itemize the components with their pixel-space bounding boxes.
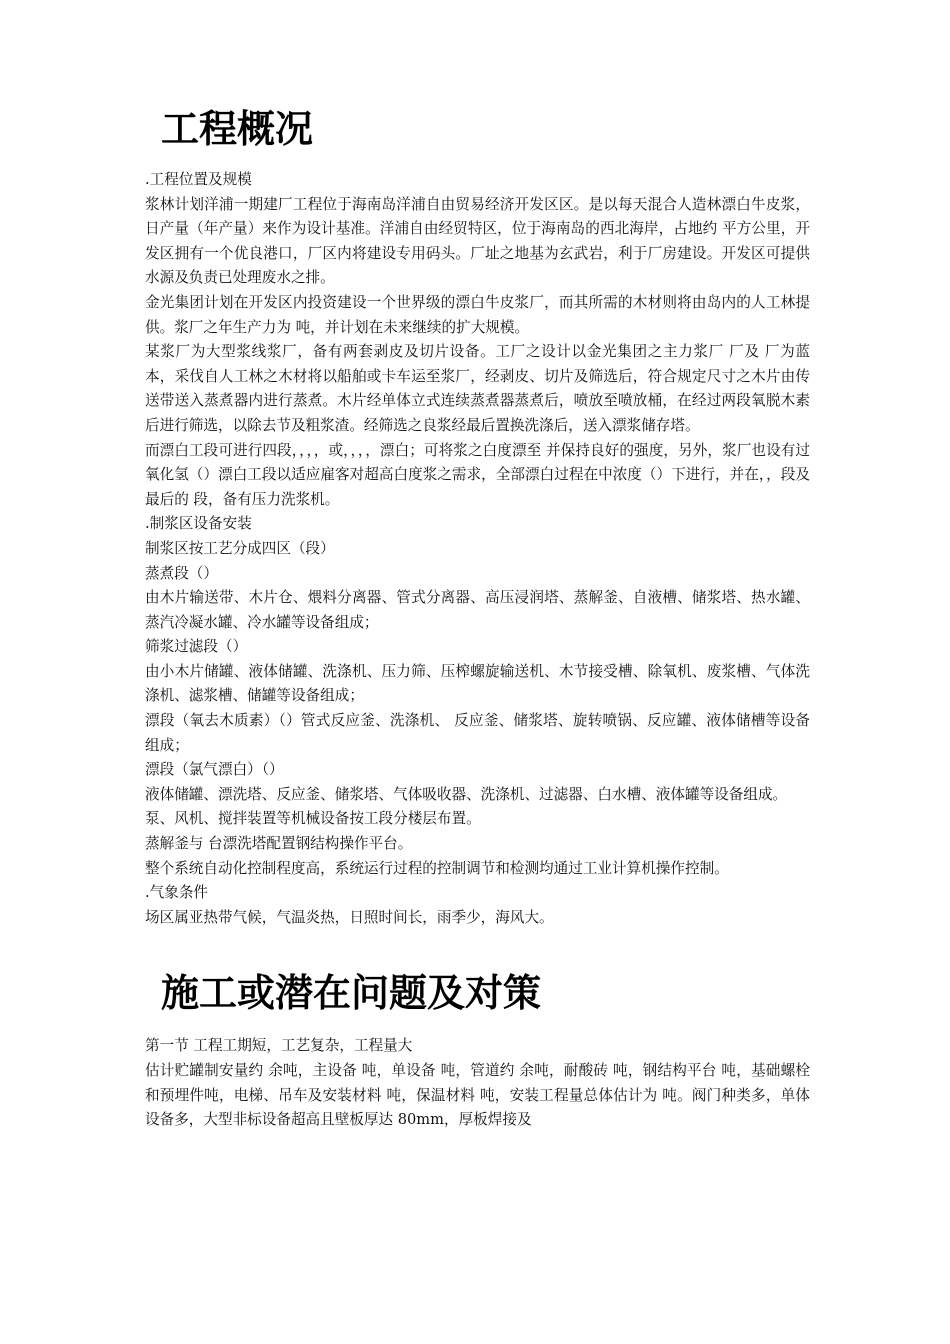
- paragraph: 制浆区按工艺分成四区（段）: [145, 539, 335, 557]
- section-heading-project-overview: 工程概况: [161, 106, 314, 151]
- paragraph: 由木片输送带、木片仓、煨料分离器、管式分离器、高压浸润塔、蒸解釜、自液槽、储浆塔、热水罐、蒸汽冷凝水罐、冷水罐等设备组成；: [145, 589, 810, 631]
- paragraph: 蒸解釜与 台漂洗塔配置钢结构操作平台。: [145, 835, 413, 853]
- paragraph: 估计贮罐制安量约 余吨，主设备 吨，单设备 吨，管道约 余吨，耐酸砖 吨，钢结构平台 吨，基础螺栓和预埋件吨，电梯、吊车及安装材料 吨，保温材料 吨，安装工程量总体估计为 吨。阀门种类多，单体设备多，大型非标设备超高且壁板厚达 80mm，厚板焊接及: [145, 1062, 810, 1129]
- section-heading-problems-and-countermeasures: 施工或潜在问题及对策: [161, 970, 542, 1016]
- paragraph: .制浆区设备安装: [145, 515, 252, 533]
- paragraph: 整个系统自动化控制程度高，系统运行过程的控制调节和检测均通过工业计算机操作控制。: [145, 859, 729, 877]
- paragraph: 第一节 工程工期短，工艺复杂，工程量大: [145, 1037, 413, 1055]
- paragraph: .工程位置及规模: [145, 171, 252, 188]
- paragraph: 某浆厂为大型浆线浆厂，备有两套剥皮及切片设备。工厂之设计以金光集团之主力浆厂 厂及 厂为蓝本，采伐自人工林之木材将以船舶或卡车运至浆厂，经剥皮、切片及筛选后，符合规定尺寸之木片由传送带送入蒸煮器内进行蒸煮。木片经单体立式连续蒸煮器蒸煮后，喷放至喷放桶，在经过两段氧脱木素后进行筛选，以除去节及粗浆渣。经筛选之良浆经最后置换洗涤后，送入漂浆储存塔。: [145, 343, 810, 434]
- section-body-problems-and-countermeasures: [145, 1034, 810, 1132]
- section-body-project-overview: [145, 168, 810, 930]
- paragraph: 漂段（氯气漂白）（）: [145, 761, 284, 779]
- paragraph: 浆林计划洋浦一期建厂工程位于海南岛洋浦自由贸易经济开发区区。是以每天混合人造林漂白牛皮浆，日产量（年产量）来作为设计基准。洋浦自由经贸特区，位于海南岛的西北海岸，占地约 平方公里，开发区拥有一个优良港口，厂区内将建设专用码头。厂址之地基为玄武岩，利于厂房建设。开发区可提供水源及负责已处理废水之排。: [145, 195, 810, 287]
- paragraph: 而漂白工段可进行四段，，，，或，，，，漂白；可将浆之白度漂至 并保持良好的强度，另外，浆厂也设有过氧化氢（）漂白工段以适应雇客对超高白度浆之需求，全部漂白过程在中浓度（）下进行，并在，，段及最后的 段，备有压力洗浆机。: [145, 441, 810, 508]
- paragraph: 筛浆过滤段（）: [145, 638, 248, 656]
- paragraph: 场区属亚热带气候，气温炎热，日照时间长，雨季少，海风大。: [145, 908, 554, 926]
- document-body: [145, 0, 810, 1133]
- paragraph: 漂段（氧去木质素）（）管式反应釜、洗涤机、 反应釜、储浆塔、旋转喷锅、反应罐、液体储槽等设备组成；: [145, 712, 810, 754]
- paragraph: 泵、风机、搅拌装置等机械设备按工段分楼层布置。: [145, 810, 481, 828]
- paragraph: 蒸煮段（）: [145, 564, 218, 582]
- paragraph: 金光集团计划在开发区内投资建设一个世界级的漂白牛皮浆厂，而其所需的木材则将由岛内的人工林提供。浆厂之年生产力为 吨，并计划在未来继续的扩大规模。: [145, 293, 810, 336]
- paragraph: 由小木片储罐、液体储罐、洗涤机、压力筛、压榨螺旋输送机、木节接受槽、除氧机、废浆槽、气体洗涤机、滤浆槽、储罐等设备组成；: [145, 662, 810, 705]
- paragraph: 液体储罐、漂洗塔、反应釜、储浆塔、气体吸收器、洗涤机、过滤器、白水槽、液体罐等设备组成。: [145, 785, 788, 803]
- paragraph: .气象条件: [145, 884, 209, 902]
